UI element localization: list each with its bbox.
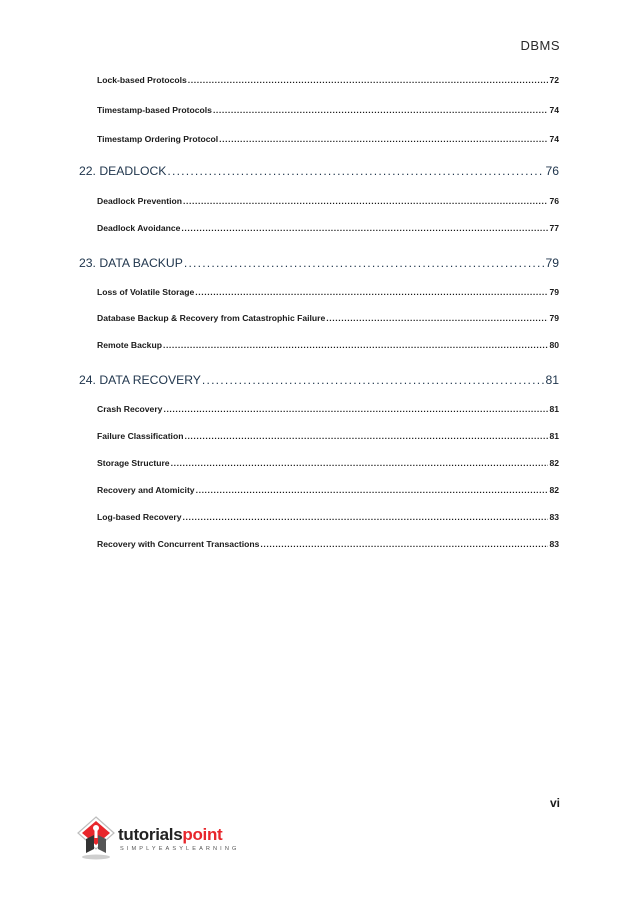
toc-entry-page: 79 xyxy=(549,313,559,323)
toc-entry-page: 81 xyxy=(549,431,559,441)
toc-chapter-label: 23. DATA BACKUP xyxy=(79,256,183,270)
dot-leader xyxy=(202,373,545,387)
toc-entry[interactable] xyxy=(97,485,559,495)
dot-leader xyxy=(326,313,548,323)
toc-entry-page: 83 xyxy=(549,539,559,549)
toc-entry-label: Remote Backup xyxy=(97,340,162,350)
dot-leader xyxy=(163,404,548,414)
tutorialspoint-logo xyxy=(74,815,240,863)
toc-entry-page: 74 xyxy=(549,134,559,144)
dot-leader xyxy=(163,340,548,350)
toc-entry-label: Recovery with Concurrent Transactions xyxy=(97,539,260,549)
dot-leader xyxy=(181,223,548,233)
toc-entry-page: 77 xyxy=(549,223,559,233)
dot-leader xyxy=(188,75,549,85)
toc-entry-page: 82 xyxy=(549,485,559,495)
toc-entry-label: Failure Classification xyxy=(97,431,184,441)
toc-entry[interactable] xyxy=(97,458,559,468)
logo-wordmark xyxy=(118,825,222,845)
toc-entry-label: Loss of Volatile Storage xyxy=(97,287,195,297)
dot-leader xyxy=(184,431,548,441)
dot-leader xyxy=(260,539,548,549)
page-number: vi xyxy=(549,796,560,810)
toc-entry-page: 74 xyxy=(549,105,559,115)
dot-leader xyxy=(196,485,549,495)
toc-entry-label: Recovery and Atomicity xyxy=(97,485,195,495)
running-header-title: DBMS xyxy=(520,38,560,53)
logo-tagline: SIMPLYEASYLEARNING xyxy=(120,846,240,852)
dot-leader xyxy=(171,458,549,468)
dot-leader xyxy=(167,164,544,178)
logo-word-point: point xyxy=(182,825,223,844)
dot-leader xyxy=(195,287,548,297)
dot-leader xyxy=(219,134,548,144)
toc-chapter-entry[interactable] xyxy=(79,373,559,387)
toc-entry-label: Database Backup & Recovery from Catastrophic Failure xyxy=(97,313,326,323)
toc-entry[interactable] xyxy=(97,196,559,206)
toc-entry[interactable] xyxy=(97,340,559,350)
toc-entry[interactable] xyxy=(97,431,559,441)
dot-leader xyxy=(183,512,549,522)
toc-entry[interactable] xyxy=(97,223,559,233)
toc-entry-label: Timestamp-based Protocols xyxy=(97,105,212,115)
toc-chapter-page: 76 xyxy=(545,164,559,178)
toc-entry-page: 83 xyxy=(549,512,559,522)
toc-chapter-page: 81 xyxy=(545,373,559,387)
toc-entry[interactable] xyxy=(97,313,559,323)
toc-entry-label: Deadlock Prevention xyxy=(97,196,183,206)
dot-leader xyxy=(183,196,548,206)
logo-word-tutorials: tutorials xyxy=(118,825,183,844)
toc-entry[interactable] xyxy=(97,105,559,115)
toc-entry-label: Timestamp Ordering Protocol xyxy=(97,134,219,144)
toc-entry-label: Log-based Recovery xyxy=(97,512,182,522)
toc-entry[interactable] xyxy=(97,539,559,549)
toc-entry[interactable] xyxy=(97,512,559,522)
toc-entry-page: 79 xyxy=(549,287,559,297)
toc-entry-page: 82 xyxy=(549,458,559,468)
toc-chapter-label: 24. DATA RECOVERY xyxy=(79,373,201,387)
toc-chapter-page: 79 xyxy=(545,256,559,270)
dot-leader xyxy=(184,256,545,270)
dot-leader xyxy=(213,105,549,115)
toc-entry-label: Storage Structure xyxy=(97,458,170,468)
toc-entry-label: Crash Recovery xyxy=(97,404,163,414)
toc-entry[interactable] xyxy=(97,287,559,297)
toc-entry-label: Deadlock Avoidance xyxy=(97,223,181,233)
toc-entry-page: 76 xyxy=(549,196,559,206)
toc-entry-page: 80 xyxy=(549,340,559,350)
toc-entry-page: 72 xyxy=(549,75,559,85)
logo-emblem-icon xyxy=(74,815,118,863)
toc-entry[interactable] xyxy=(97,75,559,85)
toc-entry[interactable] xyxy=(97,404,559,414)
toc-entry-page: 81 xyxy=(549,404,559,414)
toc-chapter-entry[interactable] xyxy=(79,256,559,270)
toc-chapter-label: 22. DEADLOCK xyxy=(79,164,167,178)
toc-entry[interactable] xyxy=(97,134,559,144)
toc-chapter-entry[interactable] xyxy=(79,164,559,178)
toc-entry-label: Lock-based Protocols xyxy=(97,75,187,85)
